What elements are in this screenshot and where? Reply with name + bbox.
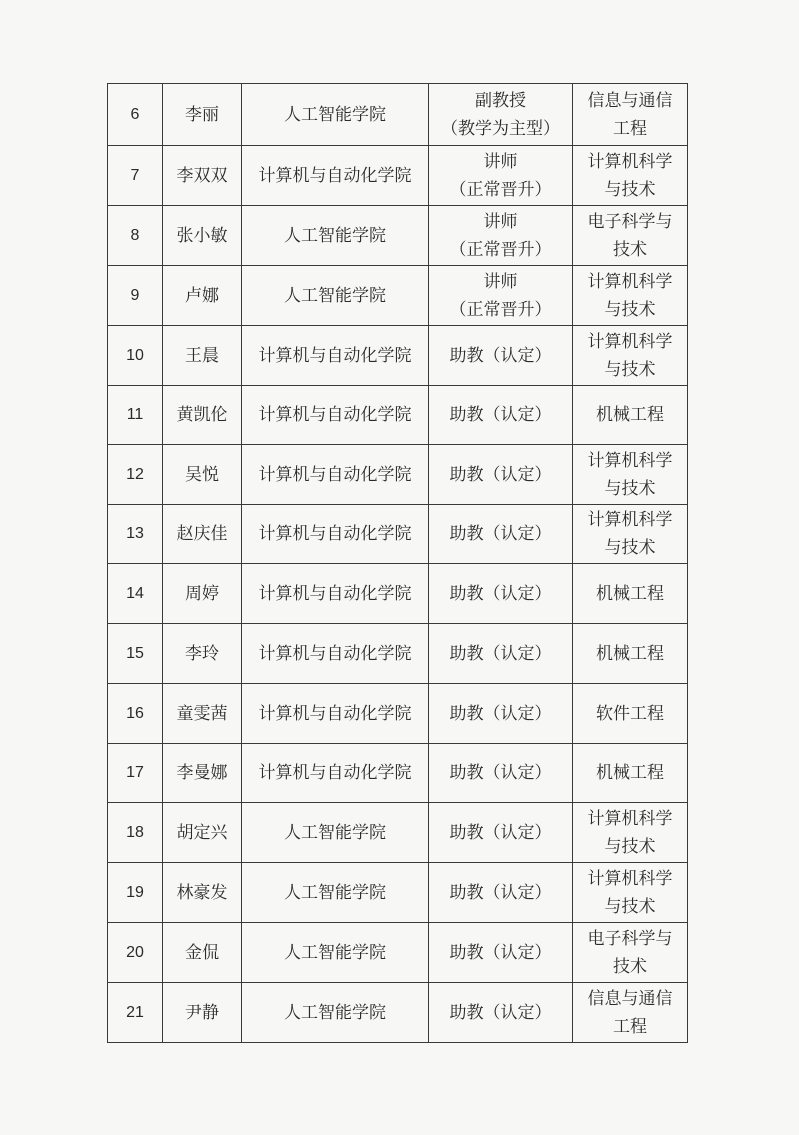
table-row xyxy=(108,266,688,326)
name-cell: 黄凯伦 xyxy=(163,386,242,445)
staff-table xyxy=(107,83,688,1043)
title-cell xyxy=(429,863,573,923)
row-number-cell: 18 xyxy=(108,803,163,863)
table-row xyxy=(108,564,688,624)
college-cell: 人工智能学院 xyxy=(242,84,429,146)
major-line: 机械工程 xyxy=(596,643,664,664)
title-line: 副教授 xyxy=(475,90,526,111)
row-number-cell: 7 xyxy=(108,146,163,206)
major-cell xyxy=(573,744,688,803)
title-line: 讲师 xyxy=(483,151,518,172)
college-cell: 人工智能学院 xyxy=(242,803,429,863)
table-row xyxy=(108,146,688,206)
college-cell: 人工智能学院 xyxy=(242,983,429,1043)
table-row xyxy=(108,326,688,386)
major-line: 机械工程 xyxy=(596,405,664,425)
table-body xyxy=(108,84,688,1043)
major-cell xyxy=(573,146,688,206)
major-cell xyxy=(573,445,688,505)
table-row xyxy=(108,863,688,923)
table-row xyxy=(108,923,688,983)
title-line: 助教（认定） xyxy=(449,942,552,963)
title-cell xyxy=(429,983,573,1043)
table-row xyxy=(108,206,688,266)
college-cell: 人工智能学院 xyxy=(242,923,429,983)
title-line: 讲师 xyxy=(483,271,518,292)
major-line: 信息与通信 xyxy=(587,90,673,111)
title-cell xyxy=(429,564,573,624)
title-line: （正常晋升） xyxy=(449,179,552,200)
title-cell xyxy=(429,206,573,266)
name-cell: 林豪发 xyxy=(163,863,242,923)
major-line: 工程 xyxy=(613,1016,647,1037)
title-line: 助教（认定） xyxy=(449,882,552,903)
name-cell: 李双双 xyxy=(163,146,242,206)
title-line: 助教（认定） xyxy=(449,643,552,664)
college-cell: 计算机与自动化学院 xyxy=(242,146,429,206)
title-line: 助教（认定） xyxy=(449,703,552,724)
major-cell xyxy=(573,266,688,326)
major-line: 与技术 xyxy=(604,538,656,558)
major-line: 机械工程 xyxy=(596,583,664,604)
title-line: 助教（认定） xyxy=(449,583,552,604)
title-cell xyxy=(429,146,573,206)
table-row xyxy=(108,744,688,803)
major-cell xyxy=(573,84,688,146)
major-line: 计算机科学 xyxy=(587,808,673,829)
major-cell xyxy=(573,684,688,744)
table-row xyxy=(108,684,688,744)
college-cell: 计算机与自动化学院 xyxy=(242,445,429,505)
major-cell xyxy=(573,505,688,564)
table-row xyxy=(108,983,688,1043)
row-number-cell: 13 xyxy=(108,505,163,564)
title-line: 助教（认定） xyxy=(449,464,552,485)
major-cell xyxy=(573,923,688,983)
row-number-cell: 20 xyxy=(108,923,163,983)
college-cell: 计算机与自动化学院 xyxy=(242,744,429,803)
major-line: 技术 xyxy=(613,956,647,977)
row-number-cell: 19 xyxy=(108,863,163,923)
row-number-cell: 11 xyxy=(108,386,163,445)
major-line: 技术 xyxy=(613,239,647,260)
row-number-cell: 15 xyxy=(108,624,163,684)
name-cell: 李曼娜 xyxy=(163,744,242,803)
table-row xyxy=(108,505,688,564)
major-cell xyxy=(573,624,688,684)
title-line: （正常晋升） xyxy=(449,299,552,320)
major-line: 机械工程 xyxy=(596,763,664,783)
title-cell xyxy=(429,445,573,505)
title-line: 助教（认定） xyxy=(449,345,552,366)
name-cell: 童雯茜 xyxy=(163,684,242,744)
major-line: 工程 xyxy=(613,118,647,139)
table-row xyxy=(108,803,688,863)
major-line: 计算机科学 xyxy=(587,151,673,172)
college-cell: 计算机与自动化学院 xyxy=(242,326,429,386)
major-line: 计算机科学 xyxy=(587,450,673,471)
major-cell xyxy=(573,803,688,863)
name-cell: 周婷 xyxy=(163,564,242,624)
table-row xyxy=(108,624,688,684)
major-cell xyxy=(573,983,688,1043)
college-cell: 人工智能学院 xyxy=(242,206,429,266)
title-cell xyxy=(429,266,573,326)
name-cell: 吴悦 xyxy=(163,445,242,505)
major-line: 电子科学与 xyxy=(587,928,673,949)
row-number-cell: 8 xyxy=(108,206,163,266)
title-cell xyxy=(429,923,573,983)
major-line: 与技术 xyxy=(604,478,656,499)
row-number-cell: 10 xyxy=(108,326,163,386)
row-number-cell: 12 xyxy=(108,445,163,505)
title-line: 助教（认定） xyxy=(449,822,552,843)
title-cell xyxy=(429,744,573,803)
title-line: 助教（认定） xyxy=(449,1002,552,1023)
title-line: 助教（认定） xyxy=(449,524,552,544)
title-cell xyxy=(429,803,573,863)
major-line: 计算机科学 xyxy=(587,868,673,889)
major-cell xyxy=(573,863,688,923)
name-cell: 李玲 xyxy=(163,624,242,684)
college-cell: 计算机与自动化学院 xyxy=(242,684,429,744)
name-cell: 王晨 xyxy=(163,326,242,386)
title-line: （正常晋升） xyxy=(449,239,552,260)
title-line: （教学为主型） xyxy=(441,118,560,139)
major-line: 信息与通信 xyxy=(587,988,673,1009)
table-row xyxy=(108,386,688,445)
major-cell xyxy=(573,386,688,445)
row-number-cell: 14 xyxy=(108,564,163,624)
college-cell: 人工智能学院 xyxy=(242,863,429,923)
row-number-cell: 17 xyxy=(108,744,163,803)
name-cell: 赵庆佳 xyxy=(163,505,242,564)
major-line: 软件工程 xyxy=(596,703,664,724)
major-line: 与技术 xyxy=(604,359,656,380)
table-row xyxy=(108,84,688,146)
major-cell xyxy=(573,564,688,624)
title-cell xyxy=(429,684,573,744)
major-line: 与技术 xyxy=(604,896,656,917)
major-cell xyxy=(573,206,688,266)
major-line: 电子科学与 xyxy=(587,211,673,232)
major-cell xyxy=(573,326,688,386)
major-line: 计算机科学 xyxy=(587,271,673,292)
major-line: 与技术 xyxy=(604,299,656,320)
row-number-cell: 9 xyxy=(108,266,163,326)
college-cell: 计算机与自动化学院 xyxy=(242,386,429,445)
title-cell xyxy=(429,326,573,386)
title-line: 讲师 xyxy=(483,211,518,232)
title-cell xyxy=(429,505,573,564)
title-line: 助教（认定） xyxy=(449,763,552,783)
name-cell: 李丽 xyxy=(163,84,242,146)
row-number-cell: 6 xyxy=(108,84,163,146)
major-line: 计算机科学 xyxy=(587,331,673,352)
title-line: 助教（认定） xyxy=(449,405,552,425)
major-line: 与技术 xyxy=(604,179,656,200)
name-cell: 尹静 xyxy=(163,983,242,1043)
name-cell: 张小敏 xyxy=(163,206,242,266)
row-number-cell: 21 xyxy=(108,983,163,1043)
title-cell xyxy=(429,84,573,146)
college-cell: 计算机与自动化学院 xyxy=(242,564,429,624)
table-row xyxy=(108,445,688,505)
title-cell xyxy=(429,624,573,684)
college-cell: 计算机与自动化学院 xyxy=(242,624,429,684)
college-cell: 人工智能学院 xyxy=(242,266,429,326)
name-cell: 金侃 xyxy=(163,923,242,983)
title-cell xyxy=(429,386,573,445)
name-cell: 胡定兴 xyxy=(163,803,242,863)
major-line: 计算机科学 xyxy=(587,510,673,530)
row-number-cell: 16 xyxy=(108,684,163,744)
college-cell: 计算机与自动化学院 xyxy=(242,505,429,564)
major-line: 与技术 xyxy=(604,836,656,857)
name-cell: 卢娜 xyxy=(163,266,242,326)
